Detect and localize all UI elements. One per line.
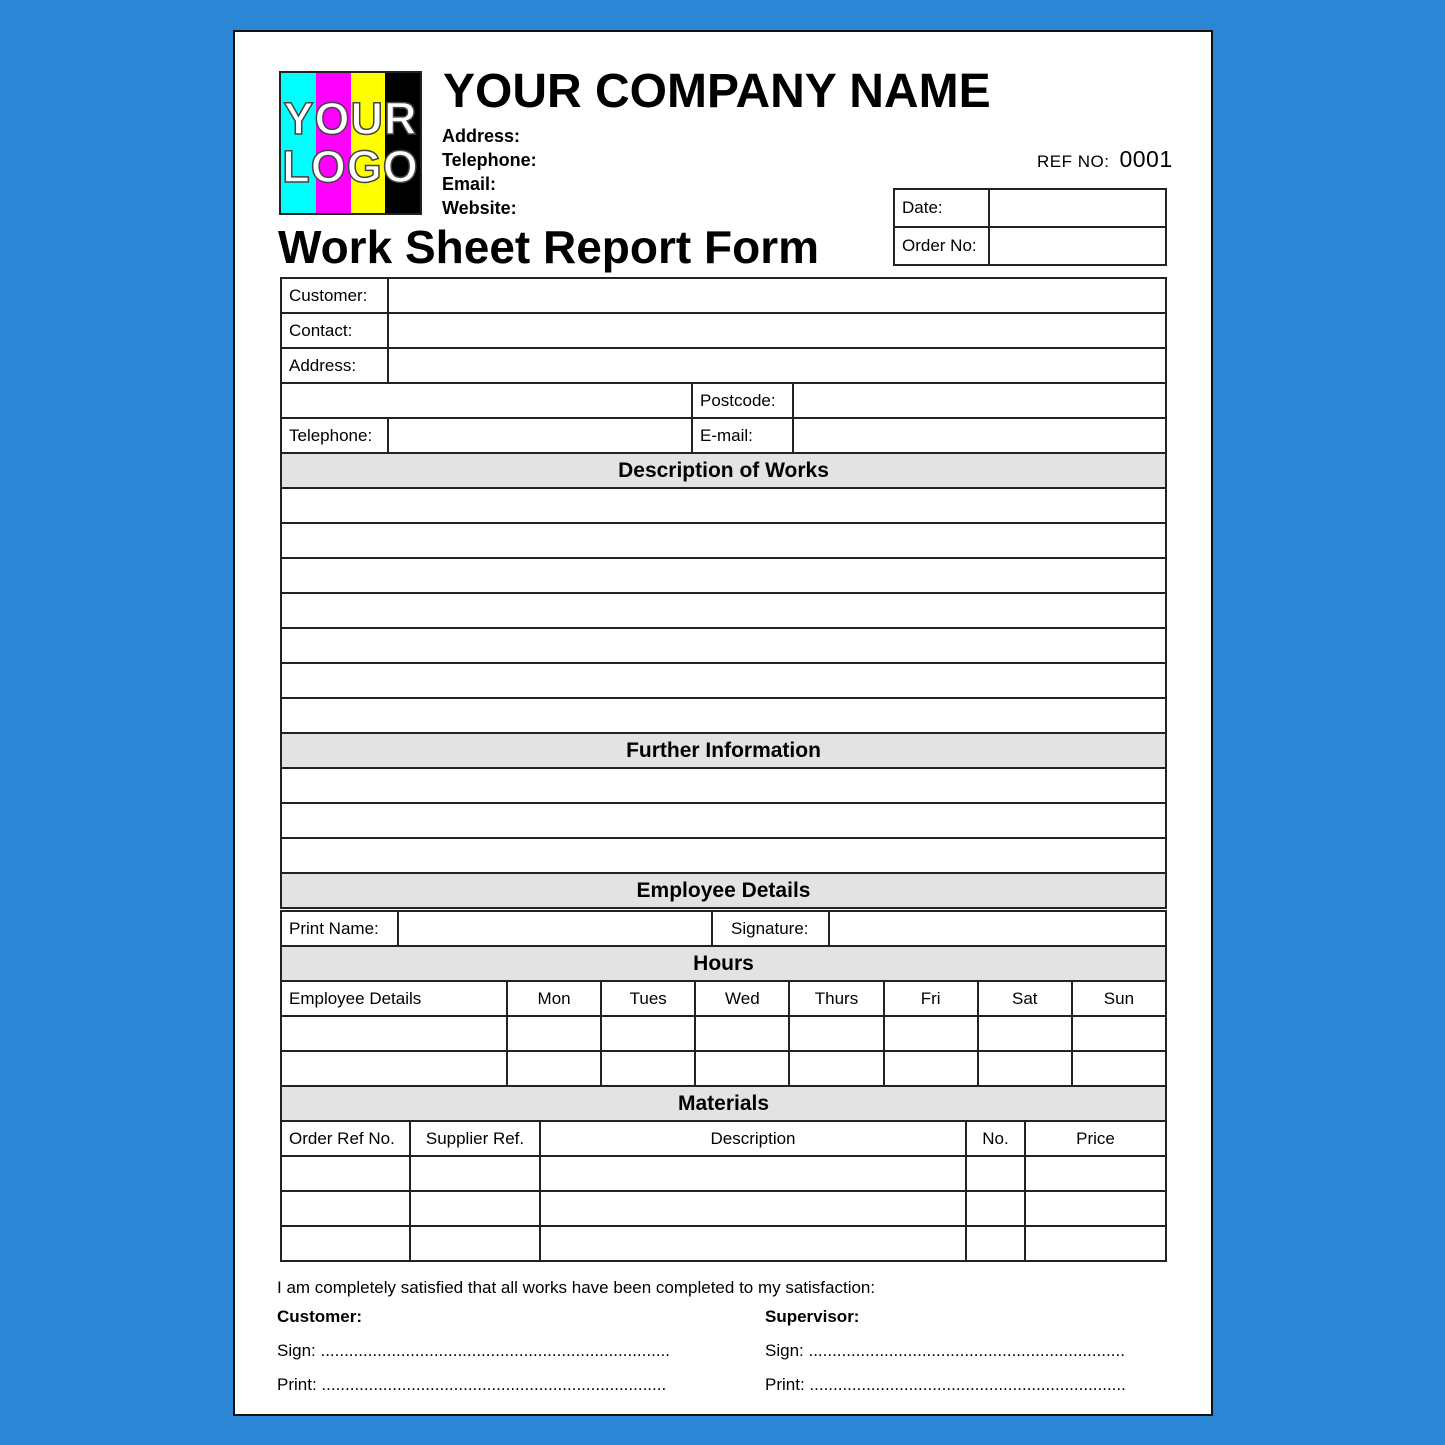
materials-cell[interactable] [1025, 1156, 1166, 1191]
hours-col-fri: Fri [884, 981, 978, 1016]
materials-cell[interactable] [410, 1156, 540, 1191]
email-field[interactable] [793, 418, 1166, 453]
hours-col-tues: Tues [601, 981, 695, 1016]
materials-row [281, 1191, 1166, 1226]
hours-cell[interactable] [695, 1051, 789, 1086]
postcode-label: Postcode: [692, 383, 793, 418]
hours-cell[interactable] [695, 1016, 789, 1051]
further-info-header: Further Information [281, 733, 1166, 768]
materials-table [280, 1120, 1167, 1262]
telephone-label: Telephone: [442, 150, 537, 170]
customer-sign-heading: Customer: [277, 1307, 363, 1326]
customer-print-line[interactable]: Print: ......................................................................... [277, 1375, 667, 1394]
telephone-field[interactable] [388, 418, 692, 453]
ref-value: 0001 [1119, 146, 1173, 172]
materials-col-supplier-ref: Supplier Ref. [410, 1121, 540, 1156]
materials-cell[interactable] [540, 1191, 966, 1226]
hours-cell[interactable] [978, 1051, 1072, 1086]
materials-col-no: No. [966, 1121, 1025, 1156]
description-line[interactable] [281, 663, 1166, 698]
hours-col-thurs: Thurs [789, 981, 883, 1016]
email-label: E-mail: [692, 418, 793, 453]
hours-col-sat: Sat [978, 981, 1072, 1016]
ref-number [1037, 146, 1173, 173]
hours-cell[interactable] [789, 1016, 883, 1051]
order-no-label: Order No: [894, 227, 989, 265]
materials-cell[interactable] [281, 1191, 410, 1226]
hours-cell[interactable] [281, 1051, 507, 1086]
date-label: Date: [894, 189, 989, 227]
materials-row [281, 1156, 1166, 1191]
company-logo [279, 71, 422, 215]
customer-field[interactable] [388, 278, 1166, 313]
customer-sign-line[interactable]: Sign: .......................................................................... [277, 1341, 670, 1360]
materials-col-description: Description [540, 1121, 966, 1156]
address-field[interactable] [388, 348, 1166, 383]
materials-cell[interactable] [1025, 1226, 1166, 1261]
hours-cell[interactable] [507, 1016, 601, 1051]
description-line[interactable] [281, 488, 1166, 523]
website-label: Website: [442, 198, 517, 218]
materials-cell[interactable] [281, 1226, 410, 1261]
materials-cell[interactable] [281, 1156, 410, 1191]
materials-row [281, 1226, 1166, 1261]
supervisor-print-line[interactable]: Print: ................................................................... [765, 1375, 1126, 1394]
description-line[interactable] [281, 558, 1166, 593]
hours-col-sun: Sun [1072, 981, 1166, 1016]
materials-cell[interactable] [1025, 1191, 1166, 1226]
hours-col-mon: Mon [507, 981, 601, 1016]
print-name-field[interactable] [398, 911, 712, 946]
hours-row [281, 1016, 1166, 1051]
satisfaction-statement: I am completely satisfied that all works have been completed to my satisfaction: [277, 1278, 876, 1297]
ref-label: REF NO: [1037, 152, 1110, 171]
hours-cell[interactable] [884, 1016, 978, 1051]
materials-col-order-ref: Order Ref No. [281, 1121, 410, 1156]
supervisor-sign-heading: Supervisor: [765, 1307, 860, 1326]
hours-cell[interactable] [601, 1016, 695, 1051]
order-no-field[interactable] [989, 227, 1166, 265]
further-info-line[interactable] [281, 768, 1166, 803]
customer-table [280, 277, 1167, 909]
hours-cell[interactable] [601, 1051, 695, 1086]
further-info-line[interactable] [281, 838, 1166, 873]
description-line[interactable] [281, 698, 1166, 733]
materials-col-price: Price [1025, 1121, 1166, 1156]
description-header: Description of Works [281, 453, 1166, 488]
supervisor-sign-line[interactable]: Sign: ................................................................... [765, 1341, 1125, 1360]
materials-cell[interactable] [410, 1226, 540, 1261]
materials-cell[interactable] [540, 1156, 966, 1191]
contact-label: Contact: [281, 313, 388, 348]
address-label: Address: [442, 126, 521, 146]
hours-cell[interactable] [1072, 1016, 1166, 1051]
materials-cell[interactable] [966, 1156, 1025, 1191]
customer-label: Customer: [281, 278, 388, 313]
hours-col-wed: Wed [695, 981, 789, 1016]
hours-row [281, 1051, 1166, 1086]
address-field-2[interactable] [281, 383, 692, 418]
company-name: YOUR COMPANY NAME [443, 65, 991, 118]
logo-text: YOUR [283, 93, 418, 144]
print-name-label: Print Name: [281, 911, 398, 946]
materials-cell[interactable] [966, 1191, 1025, 1226]
further-info-line[interactable] [281, 803, 1166, 838]
employee-table [280, 910, 1167, 982]
postcode-field[interactable] [793, 383, 1166, 418]
description-line[interactable] [281, 628, 1166, 663]
description-line[interactable] [281, 523, 1166, 558]
contact-field[interactable] [388, 313, 1166, 348]
hours-cell[interactable] [978, 1016, 1072, 1051]
hours-cell[interactable] [789, 1051, 883, 1086]
form-title: Work Sheet Report Form [278, 221, 819, 273]
signature-label: Signature: [712, 911, 829, 946]
logo-text: LOGO [282, 141, 419, 192]
materials-cell[interactable] [966, 1226, 1025, 1261]
date-order-box [893, 188, 1167, 266]
hours-col-employee: Employee Details [281, 981, 507, 1016]
hours-cell[interactable] [281, 1016, 507, 1051]
hours-header: Hours [281, 946, 1166, 981]
hours-cell[interactable] [884, 1051, 978, 1086]
hours-cell[interactable] [1072, 1051, 1166, 1086]
materials-header: Materials [281, 1086, 1166, 1121]
company-contact [442, 124, 537, 220]
email-label: Email: [442, 174, 497, 194]
description-line[interactable] [281, 593, 1166, 628]
employee-header: Employee Details [281, 873, 1166, 908]
address-label: Address: [281, 348, 388, 383]
materials-cell[interactable] [540, 1226, 966, 1261]
hours-table [280, 980, 1167, 1122]
signature-field[interactable] [829, 911, 1166, 946]
telephone-label: Telephone: [281, 418, 388, 453]
date-field[interactable] [989, 189, 1166, 227]
materials-cell[interactable] [410, 1191, 540, 1226]
hours-cell[interactable] [507, 1051, 601, 1086]
